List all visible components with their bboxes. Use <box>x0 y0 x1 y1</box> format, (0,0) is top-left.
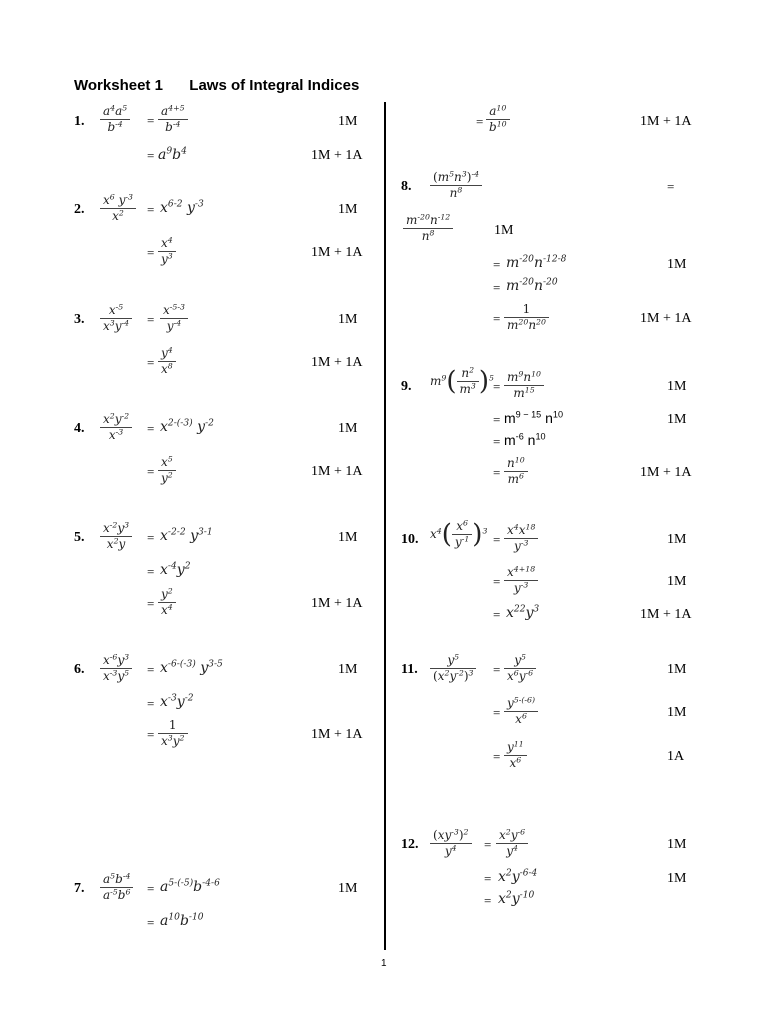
q7-step-3: $\frac{a^{10}}{b^{10}}$ <box>486 104 510 135</box>
equals-sign: = <box>147 530 155 545</box>
q7-mark-1: 1M <box>338 881 358 896</box>
q12-step-1: $\frac{x^2y^{-6}}{y^4}$ <box>496 828 528 859</box>
equals-sign: = <box>493 257 501 272</box>
q10-step-3: $x^{22}y^3$ <box>506 604 540 621</box>
q9-mark-2: 1M <box>667 412 687 427</box>
q4-mark-1: 1M <box>338 421 358 436</box>
q1-expression: $\frac{a^4a^5}{b^{-4}}$ <box>100 104 130 135</box>
equals-sign: = <box>493 280 501 295</box>
worksheet-topic: Laws of Integral Indices <box>189 77 360 94</box>
q1-mark-1: 1M <box>338 114 358 129</box>
q6-step-2: $x^{-3}y^{-2}$ <box>160 693 194 710</box>
q8-mark-3: 1M + 1A <box>640 311 692 326</box>
equals-sign: = <box>147 564 155 579</box>
q9-step-4: $\frac{n^{10}}{m^6}$ <box>504 456 528 487</box>
q2-step-1: $x^{6-2}$ $y^{-3}$ <box>160 199 204 216</box>
q8-step-4: $\frac{1}{m^{20}n^{20}}$ <box>504 302 549 333</box>
q10-step-1: $\frac{x^4x^{18}}{y^{-3}}$ <box>504 523 538 554</box>
question-number-12: 12. <box>401 837 419 852</box>
equals-sign: = <box>147 464 155 479</box>
q2-mark-2: 1M + 1A <box>311 245 363 260</box>
q7-step-1: $a^{5-(-5)}b^{-4-6}$ <box>160 878 220 895</box>
equals-sign: = <box>493 607 501 622</box>
equals-sign: = <box>493 574 501 589</box>
question-number-5: 5. <box>74 530 85 545</box>
equals-sign: = <box>493 532 501 547</box>
q11-expression: $\frac{y^5}{(x^2y^{-2})^3}$ <box>430 653 476 684</box>
q6-expression: $\frac{x^{-6}y^3}{x^{-3}y^5}$ <box>100 653 132 684</box>
q5-expression: $\frac{x^{-2}y^3}{x^2y}$ <box>100 521 132 552</box>
q10-mark-1: 1M <box>667 532 687 547</box>
question-number-1: 1. <box>74 114 85 129</box>
q3-mark-1: 1M <box>338 312 358 327</box>
q9-step-3: $m^{-6}$ $n^{10}$ <box>504 431 546 448</box>
equals-sign: = <box>147 915 155 930</box>
q9-step-2: $m^{9 - 15}$ $n^{10}$ <box>504 409 564 426</box>
q6-mark-1: 1M <box>338 662 358 677</box>
q10-mark-2: 1M <box>667 574 687 589</box>
question-number-10: 10. <box>401 532 419 547</box>
q11-step-2: $\frac{y^{5-(-6)}}{x^6}$ <box>504 696 538 727</box>
equals-sign: = <box>147 312 155 327</box>
q7-expression: $\frac{a^5b^{-4}}{a^{-5}b^6}$ <box>100 872 133 903</box>
q6-step-1: $x^{-6-(-3)}$ $y^{3-5}$ <box>160 659 223 676</box>
q2-expression: $\frac{x^6 y^{-3}}{x^2}$ <box>100 193 136 224</box>
q11-step-1: $\frac{y^5}{x^6y^{-6}}$ <box>504 653 536 684</box>
q3-mark-2: 1M + 1A <box>311 355 363 370</box>
q4-step-1: $x^{2-(-3)}$ $y^{-2}$ <box>160 418 214 435</box>
q7-mark-2: 1M + 1A <box>640 114 692 129</box>
equals-sign: = <box>667 179 675 194</box>
q5-step-3: $\frac{y^2}{x^4}$ <box>158 587 176 618</box>
q11-mark-3: 1A <box>667 749 685 764</box>
q1-mark-2: 1M + 1A <box>311 148 363 163</box>
equals-sign: = <box>493 412 501 427</box>
equals-sign: = <box>484 871 492 886</box>
q9-mark-3: 1M + 1A <box>640 465 692 480</box>
equals-sign: = <box>147 421 155 436</box>
page-number: 1 <box>381 958 387 969</box>
q2-step-2: $\frac{x^4}{y^3}$ <box>158 236 176 267</box>
q4-mark-2: 1M + 1A <box>311 464 363 479</box>
q9-mark-1: 1M <box>667 379 687 394</box>
q5-step-1: $x^{-2-2}$ $y^{3-1}$ <box>160 527 213 544</box>
q10-step-2: $\frac{x^{4+18}}{y^{-3}}$ <box>504 565 538 596</box>
equals-sign: = <box>476 114 484 129</box>
question-number-11: 11. <box>401 662 418 677</box>
q12-expression: $\frac{(xy^{-3})^2}{y^4}$ <box>430 828 472 859</box>
equals-sign: = <box>484 837 492 852</box>
equals-sign: = <box>484 893 492 908</box>
q8-expression: $\frac{(m^5n^3)^{-4}}{n^8}$ <box>430 170 482 201</box>
question-number-7: 7. <box>74 881 85 896</box>
q8-step-2: $m^{-20}n^{-12-8}$ <box>506 254 567 271</box>
equals-sign: = <box>147 727 155 742</box>
q5-mark-2: 1M + 1A <box>311 596 363 611</box>
worksheet-title <box>74 77 359 94</box>
q3-step-1: $\frac{x^{-5-3}}{y^{-4}}$ <box>160 303 188 334</box>
q6-step-3: $\frac{1}{x^3y^2}$ <box>158 718 188 749</box>
equals-sign: = <box>493 705 501 720</box>
equals-sign: = <box>147 355 155 370</box>
question-number-8: 8. <box>401 179 412 194</box>
equals-sign: = <box>147 696 155 711</box>
question-number-4: 4. <box>74 421 85 436</box>
equals-sign: = <box>493 311 501 326</box>
equals-sign: = <box>493 662 501 677</box>
equals-sign: = <box>147 113 155 128</box>
equals-sign: = <box>147 662 155 677</box>
q8-mark-2: 1M <box>667 257 687 272</box>
question-number-9: 9. <box>401 379 412 394</box>
q9-expression: $m^9$( $\frac{n^2}{m^3}$ )$^5$ <box>430 365 494 397</box>
q1-step-2: $a^9b^4$ <box>158 146 187 163</box>
q10-mark-3: 1M + 1A <box>640 607 692 622</box>
equals-sign: = <box>493 379 501 394</box>
q12-mark-1: 1M <box>667 837 687 852</box>
q7-step-2: $a^{10}b^{-10}$ <box>160 912 204 929</box>
q12-mark-2: 1M <box>667 871 687 886</box>
question-number-3: 3. <box>74 312 85 327</box>
worksheet-number: Worksheet 1 <box>74 77 163 94</box>
q4-expression: $\frac{x^2y^{-2}}{x^{-3}}$ <box>100 412 132 443</box>
equals-sign: = <box>147 148 155 163</box>
q11-step-3: $\frac{y^{11}}{x^6}$ <box>504 740 527 771</box>
question-number-6: 6. <box>74 662 85 677</box>
q6-mark-2: 1M + 1A <box>311 727 363 742</box>
q11-mark-1: 1M <box>667 662 687 677</box>
q1-step-1: $\frac{a^{4+5}}{b^{-4}}$ <box>158 104 188 135</box>
q4-step-2: $\frac{x^5}{y^2}$ <box>158 455 176 486</box>
q8-step-1: $\frac{m^{-20}n^{-12}}{n^8}$ <box>403 213 453 244</box>
q2-mark-1: 1M <box>338 202 358 217</box>
equals-sign: = <box>147 596 155 611</box>
q12-step-3: $x^2y^{-10}$ <box>498 890 535 907</box>
equals-sign: = <box>147 245 155 260</box>
equals-sign: = <box>493 465 501 480</box>
q10-expression: $x^4$( $\frac{x^6}{y^{-1}}$ )$^3$ <box>430 518 488 550</box>
equals-sign: = <box>493 434 501 449</box>
q11-mark-2: 1M <box>667 705 687 720</box>
q3-expression: $\frac{x^{-5}}{x^3y^{-4}}$ <box>100 303 132 334</box>
equals-sign: = <box>147 881 155 896</box>
column-divider <box>384 102 386 950</box>
q8-step-3: $m^{-20}n^{-20}$ <box>506 277 558 294</box>
q5-step-2: $x^{-4}y^2$ <box>160 561 191 578</box>
q12-step-2: $x^2y^{-6-4}$ <box>498 868 538 885</box>
equals-sign: = <box>147 202 155 217</box>
q9-step-1: $\frac{m^9n^{10}}{m^{15}}$ <box>504 370 544 401</box>
q5-mark-1: 1M <box>338 530 358 545</box>
q3-step-2: $\frac{y^4}{x^8}$ <box>158 346 176 377</box>
q8-mark-1: 1M <box>494 223 514 238</box>
question-number-2: 2. <box>74 202 85 217</box>
equals-sign: = <box>493 749 501 764</box>
